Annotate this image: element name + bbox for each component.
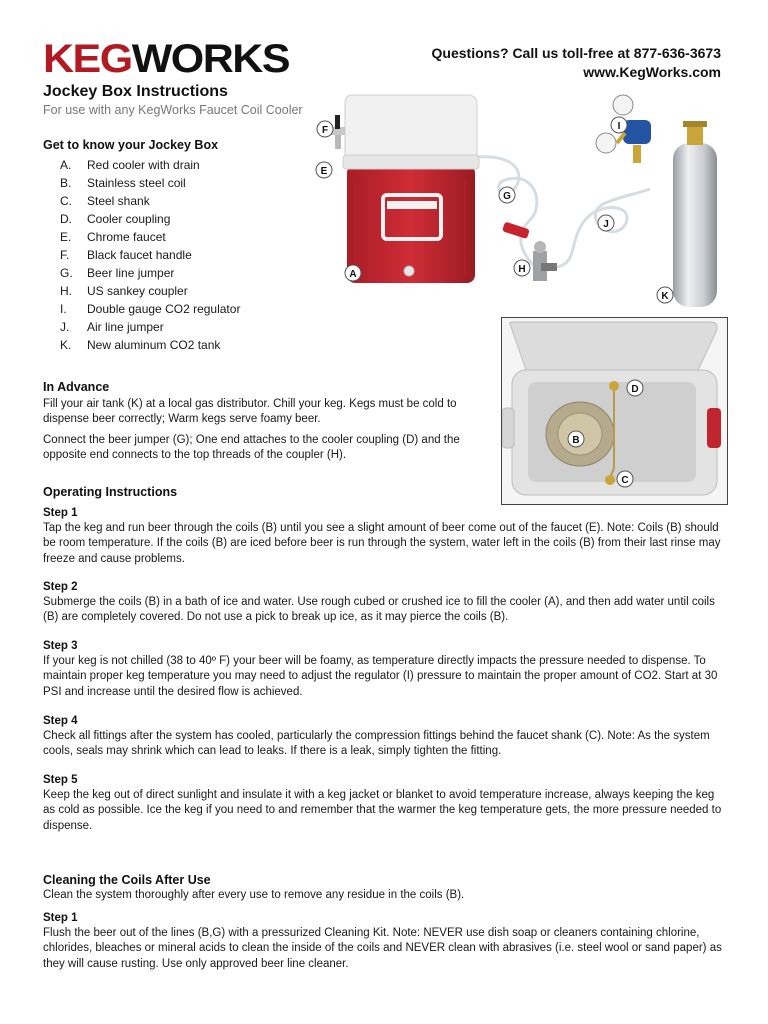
cooler-interior-illustration xyxy=(501,317,728,505)
sankey-coupler-image xyxy=(502,222,557,281)
label-marker-h xyxy=(514,260,530,276)
part-letter: B. xyxy=(60,176,72,190)
label-marker-a xyxy=(345,265,361,281)
svg-text:I: I xyxy=(617,121,621,132)
part-name: Steel shank xyxy=(87,194,150,208)
parts-list-item xyxy=(60,246,240,264)
part-name: Stainless steel coil xyxy=(87,176,186,190)
cleaning-intro: Clean the system thoroughly after every use to remove any residue in the coils (B). xyxy=(43,889,465,901)
svg-text:G: G xyxy=(503,191,511,202)
part-letter: E. xyxy=(60,230,72,244)
section-heading-operating: Operating Instructions xyxy=(43,485,178,499)
section-heading-advance: In Advance xyxy=(43,380,110,394)
svg-text:B: B xyxy=(572,435,580,446)
advance-paragraph: Connect the beer jumper (G); One end attaches to the cooler coupling (D) and the opposite end connects to the top threads of the coupler (H). xyxy=(43,434,460,462)
parts-list-item xyxy=(60,156,240,174)
part-letter: F. xyxy=(60,248,70,262)
svg-text:D: D xyxy=(631,384,639,395)
parts-list-item xyxy=(60,282,240,300)
part-letter: I. xyxy=(60,302,67,316)
part-name: Beer line jumper xyxy=(87,266,175,280)
parts-list xyxy=(60,156,240,354)
contact-info xyxy=(432,44,721,82)
label-marker-i xyxy=(611,117,627,133)
label-marker-f xyxy=(317,121,333,137)
label-marker-c xyxy=(617,471,633,487)
page-subtitle: For use with any KegWorks Faucet Coil Cooler xyxy=(43,103,303,117)
parts-list-item xyxy=(60,174,240,192)
part-letter: D. xyxy=(60,212,72,226)
step-text: Check all fittings after the system has cooled, particularly the compression fittings behind the faucet shank (C). Note: As the system cools, seals may shrink which can lead to leaks. If there is a leak, simply tighten the fitting. xyxy=(43,730,710,758)
contact-phone: Questions? Call us toll-free at 877-636-3673 xyxy=(431,45,721,61)
part-name: Chrome faucet xyxy=(87,230,166,244)
kegworks-logo: KEGWORKS xyxy=(43,37,290,82)
part-name: Red cooler with drain xyxy=(87,158,200,172)
part-name: Air line jumper xyxy=(87,320,164,334)
operating-step xyxy=(43,640,726,700)
svg-text:H: H xyxy=(518,264,526,275)
part-name: Double gauge CO2 regulator xyxy=(87,302,241,316)
svg-text:C: C xyxy=(621,475,629,486)
step-title: Step 4 xyxy=(43,715,78,727)
parts-list-item xyxy=(60,228,240,246)
svg-text:A: A xyxy=(349,269,357,280)
section-heading-know: Get to know your Jockey Box xyxy=(43,138,219,152)
step-text: If your keg is not chilled (38 to 40º F) your beer will be foamy, as temperature directly impacts the pressure needed to dispense. To maintain proper keg temperature you may need to adjust the regulator (I) pressure to maintain the proper amount of CO2. Start at 30 PSI and increase until the desired flow is achieved. xyxy=(43,655,718,698)
advance-paragraph: Fill your air tank (K) at a local gas distributor. Chill your keg. Kegs must be cold to dispense beer correctly; Warm kegs serve foamy beer. xyxy=(43,398,457,426)
jockey-box-parts-illustration xyxy=(305,85,735,310)
parts-list-item xyxy=(60,210,240,228)
part-letter: A. xyxy=(60,158,72,172)
step-text: Keep the keg out of direct sunlight and insulate it with a keg jacket or blanket to avoid temperature increase, always keeping the keg as cold as possible. Ice the keg if you need to and remember that the warmer the keg temperature gets, the more pressure needed to dispense. xyxy=(43,789,722,832)
step-title: Step 1 xyxy=(43,507,78,519)
part-name: Cooler coupling xyxy=(87,212,171,226)
step-text: Tap the keg and run beer through the coils (B) until you see a slight amount of beer come out of the faucet (E). Note: Coils (B) should be room temperature. If the coils (B) are iced before beer is run through the system, water left in the coils (B) from their last rinse may freeze and cause problems. xyxy=(43,522,721,565)
label-marker-k xyxy=(657,287,673,303)
part-letter: J. xyxy=(60,320,70,334)
operating-step xyxy=(43,507,726,567)
part-name: New aluminum CO2 tank xyxy=(87,338,221,352)
page-title: Jockey Box Instructions xyxy=(43,83,228,100)
label-marker-b xyxy=(568,431,584,447)
label-marker-d xyxy=(627,380,643,396)
label-marker-j xyxy=(598,215,614,231)
parts-list-item xyxy=(60,300,240,318)
parts-list-item xyxy=(60,264,240,282)
part-name: US sankey coupler xyxy=(87,284,188,298)
beer-line-jumper-image xyxy=(477,157,537,265)
parts-list-item xyxy=(60,192,240,210)
contact-website[interactable]: www.KegWorks.com xyxy=(583,64,721,80)
part-name: Black faucet handle xyxy=(87,248,192,262)
svg-text:E: E xyxy=(320,166,328,177)
step-title: Step 2 xyxy=(43,581,78,593)
step-title: Step 1 xyxy=(43,912,78,924)
operating-step xyxy=(43,715,726,760)
step-title: Step 5 xyxy=(43,774,78,786)
red-cooler-image xyxy=(343,95,479,283)
svg-text:J: J xyxy=(603,219,609,230)
part-letter: G. xyxy=(60,266,73,280)
cleaning-step xyxy=(43,912,726,972)
faucet-image xyxy=(331,115,345,149)
step-title: Step 3 xyxy=(43,640,78,652)
co2-tank-image xyxy=(673,121,717,307)
svg-text:F: F xyxy=(321,125,329,136)
parts-list-item xyxy=(60,336,240,354)
part-letter: H. xyxy=(60,284,72,298)
section-heading-cleaning: Cleaning the Coils After Use xyxy=(43,873,211,887)
svg-text:K: K xyxy=(661,291,669,302)
parts-list-item xyxy=(60,318,240,336)
operating-step xyxy=(43,774,726,834)
label-marker-g xyxy=(499,187,515,203)
step-text: Submerge the coils (B) in a bath of ice and water. Use rough cubed or crushed ice to fill the cooler (A), and then add water until coils (B) are completely covered. Do not use a pick to break up ice, as it may pierce the coils (B). xyxy=(43,596,715,624)
part-letter: K. xyxy=(60,338,72,352)
step-text: Flush the beer out of the lines (B,G) with a pressurized Cleaning Kit. Note: NEVER use dish soap or cleaners containing chlorine, chlorides, bleaches or mineral acids to clean the inside of the coils and NEVER clean with abrasives (i.e. steel wool or sand paper) as they will cause rusting. Use only approved beer line cleaner. xyxy=(43,927,722,970)
part-letter: C. xyxy=(60,194,72,208)
label-marker-e xyxy=(316,162,332,178)
operating-step xyxy=(43,581,726,626)
